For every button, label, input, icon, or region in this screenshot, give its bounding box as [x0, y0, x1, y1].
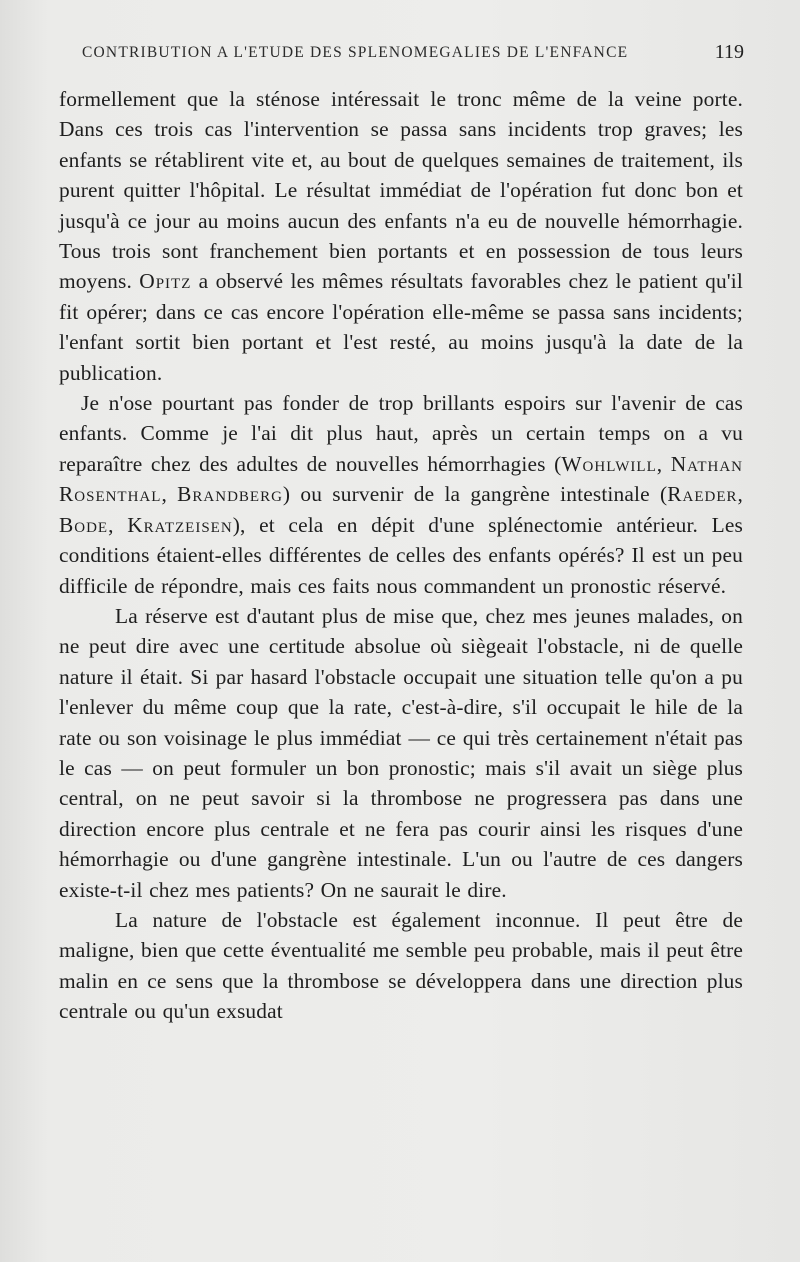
author-name: Nathan Rosenthal — [59, 451, 743, 507]
author-name: Wohlwill — [561, 451, 657, 476]
paragraph-3 — [59, 601, 743, 905]
author-name: Kratzeisen — [127, 512, 233, 537]
running-head — [60, 38, 744, 70]
paragraph-4 — [59, 905, 743, 1027]
body-text — [59, 84, 743, 1027]
text-segment: Je n'ose pourtant pas fonder de trop brillants espoirs sur l'avenir de cas enfants. Comme je l'ai dit plus haut, après un certain temps on a vu reparaître chez des adultes de nouvelles hémorrhagies ( — [59, 391, 743, 476]
text-segment: formellement que la sténose intéressait le tronc même de la veine porte. Dans ces trois cas l'intervention se passa sans incidents trop graves; les enfants se rétablirent vite et, au bout de quelques semaines de traitement, ils purent quitter l'hôpital. Le résultat immédiat de l'opération fut donc bon et jusqu'à ce jour au moins aucun des enfants n'a eu de nouvelle hémorrhagie. Tous trois sont franchement bien portants et en possession de tous leurs moyens. — [59, 87, 743, 294]
paragraph-1 — [59, 84, 743, 388]
text-segment: , — [161, 482, 178, 507]
author-name: Brandberg — [177, 482, 283, 507]
text-segment: ) ou survenir de la gangrène intestinale ( — [282, 482, 668, 507]
author-name: Bode — [59, 512, 109, 537]
author-name: Raeder — [667, 482, 738, 507]
paragraph-2 — [59, 388, 743, 601]
text-segment: ), et cela en dépit d'une splénectomie antérieur. Les conditions étaient-elles différentes de celles des enfants opérés? Il est un peu difficile de répondre, mais ces faits nous commandent un pronostic réservé. — [59, 512, 744, 598]
text-segment: , — [108, 512, 128, 537]
text-segment: , — [737, 482, 743, 507]
text-segment: La réserve est d'autant plus de mise que, chez mes jeunes malades, on ne peut dire avec une certitude absolue où siègeait l'obstacle, ni de quelle nature il était. Si par hasard l'obstacle occupait une situation telle qu'on a pu l'enlever du même coup que la rate, c'est-à-dire, s'il occupait le hile de la rate ou son voisinage le plus immédiat — ce qui très certainement n'était pas le cas — on peut formuler un bon pronostic; mais s'il avait un siège plus central, on ne peut savoir si la thrombose ne progressera pas dans une direction encore plus centrale et ne fera pas courir ainsi les risques d'une hémorrhagie ou d'une gangrène intestinale. L'un ou l'autre de ces dangers existe-t-il chez mes patients? On ne saurait le dire. — [59, 603, 743, 902]
running-title: CONTRIBUTION A L'ETUDE DES SPLENOMEGALIES DE L'ENFANCE — [82, 44, 629, 61]
page-number: 119 — [714, 41, 744, 63]
text-segment: La nature de l'obstacle est également inconnue. Il peut être de maligne, bien que cette éventualité me semble peu probable, mais il peut être malin en ce sens que la thrombose se développera dans une direction plus centrale ou qu'un exsudat — [59, 907, 743, 1024]
author-name: Opitz — [139, 269, 192, 294]
text-segment: , — [656, 451, 671, 476]
text-segment: a observé les mêmes résultats favorables chez le patient qu'il fit opérer; dans ce cas encore l'opération elle-même se passa sans incidents; l'enfant sortit bien portant et l'est resté, au moins jusqu'à la date de la publication. — [59, 269, 743, 385]
